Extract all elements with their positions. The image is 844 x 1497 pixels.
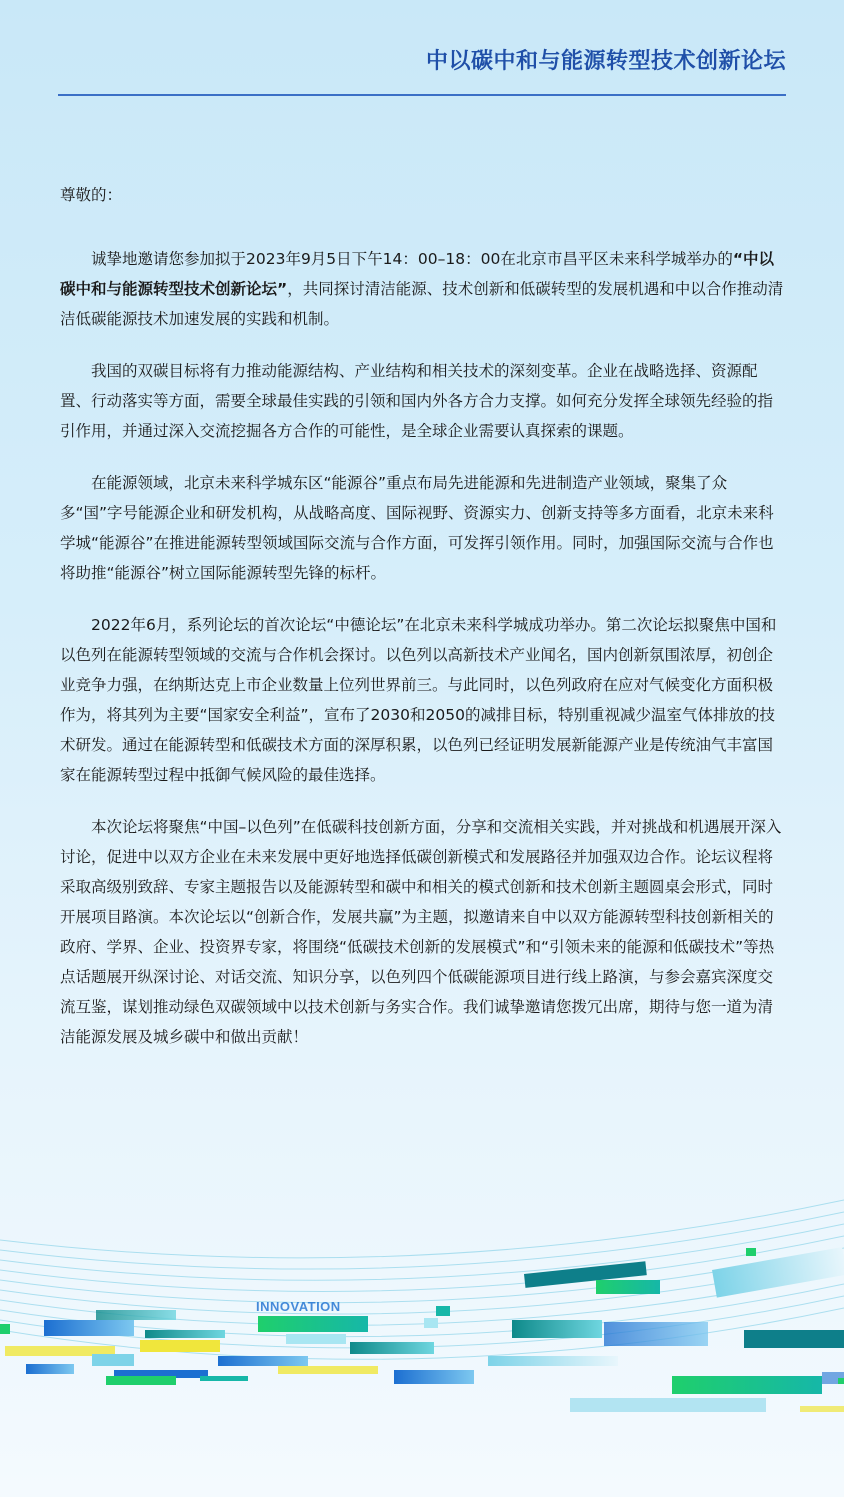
paragraph-invitation-post: ，共同探讨清洁能源、技术创新和低碳转型的发展机遇和中以合作推动清洁低碳能源技术加速发展的实践和机制。	[60, 280, 784, 328]
paragraph-history: 2022年6月，系列论坛的首次论坛“中德论坛”在北京未来科学城成功举办。第二次论坛拟聚焦中国和以色列在能源转型领域的交流与合作机会探讨。以色列以高新技术产业闻名，国内创新氛围浓厚，初创企业竞争力强，在纳斯达克上市企业数量上位列世界前三。与此同时，以色列政府在应对气候变化方面积极作为，将其列为主要“国家安全利益”，宣布了2030和2050的减排目标，特别重视减少温室气体排放的技术研发。通过在能源转型和低碳技术方面的深厚积累，以色列已经证明发展新能源产业是传统油气丰富国家在能源转型过程中抵御气候风险的最佳选择。	[60, 616, 777, 784]
header-title: 中以碳中和与能源转型技术创新论坛	[425, 49, 786, 74]
header-divider	[58, 94, 786, 96]
innovation-decoration	[0, 1170, 844, 1497]
letter-body	[60, 180, 788, 1074]
innovation-label: INNOVATION	[256, 1299, 341, 1314]
paragraph-dual-carbon: 我国的双碳目标将有力推动能源结构、产业结构和相关技术的深刻变革。企业在战略选择、资源配置、行动落实等方面，需要全球最佳实践的引领和国内外各方合力支撑。如何充分发挥全球领先经验的指引作用，并通过深入交流挖掘各方合作的可能性，是全球企业需要认真探索的课题。	[60, 362, 774, 440]
paragraph-energy-valley: 在能源领域，北京未来科学城东区“能源谷”重点布局先进能源和先进制造产业领域，聚集了众多“国”字号能源企业和研发机构，从战略高度、国际视野、资源实力、创新支持等多方面看，北京未来科学城“能源谷”在推进能源转型领域国际交流与合作方面，可发挥引领作用。同时，加强国际交流与合作也将助推“能源谷”树立国际能源转型先锋的标杆。	[60, 474, 774, 582]
forum-name-highlight: “中以碳中和与能源转型技术创新论坛”	[60, 250, 775, 298]
paragraph-invitation	[60, 244, 788, 334]
paragraph-agenda: 本次论坛将聚焦“中国–以色列”在低碳科技创新方面，分享和交流相关实践，并对挑战和机遇展开深入讨论，促进中以双方企业在未来发展中更好地选择低碳创新模式和发展路径并加强双边合作。论坛议程将采取高级别致辞、专家主题报告以及能源转型和碳中和相关的模式创新和技术创新主题圆桌会形式，同时开展项目路演。本次论坛以“创新合作，发展共赢”为主题，拟邀请来自中以双方能源转型科技创新相关的政府、学界、企业、投资界专家，将围绕“低碳技术创新的发展模式”和“引领未来的能源和低碳技术”等热点话题展开纵深讨论、对话交流、知识分享，以色列四个低碳能源项目进行线上路演，与参会嘉宾深度交流互鉴，谋划推动绿色双碳领域中以技术创新与务实合作。我们诚挚邀请您拨冗出席，期待与您一道为清洁能源发展及城乡碳中和做出贡献！	[60, 818, 782, 1046]
paragraph-invitation-pre: 诚挚地邀请您参加拟于2023年9月5日下午14：00–18：00在北京市昌平区未来科学城举办的	[91, 250, 733, 268]
salutation: 尊敬的：	[60, 186, 123, 204]
